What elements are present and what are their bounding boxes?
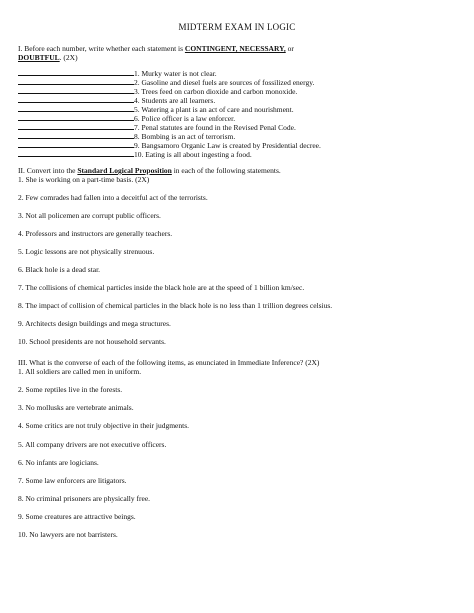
section3-item: 6. No infants are logicians. <box>18 458 99 467</box>
section2-item: 8. The impact of collision of chemical particles in the black hole is no less than 1 trillion degrees celsius. <box>18 301 333 310</box>
section3-item: 8. No criminal prisoners are physically free. <box>18 494 151 503</box>
section1-item: 9. Bangsamoro Organic Law is created by Presidential decree. <box>18 141 458 150</box>
section1-item: 7. Penal statutes are found in the Revised Penal Code. <box>18 123 458 132</box>
section2-emphasis: Standard Logical Proposition <box>77 166 172 175</box>
exam-title: MIDTERM EXAM IN LOGIC <box>178 22 296 32</box>
section3-item: 3. No mollusks are vertebrate animals. <box>18 403 134 412</box>
section3-item: 10. No lawyers are not barristers. <box>18 530 118 539</box>
section2-item: 1. She is working on a part-time basis. (2X) <box>18 175 150 184</box>
section1-item: 1. Murky water is not clear. <box>18 69 458 78</box>
answer-blank[interactable] <box>18 87 134 94</box>
answer-blank[interactable] <box>18 114 134 121</box>
answer-blank[interactable] <box>18 78 134 85</box>
section2-item: 4. Professors and instructors are generally teachers. <box>18 229 173 238</box>
section1-emphasis-1: CONTINGENT, NECESSARY, <box>184 44 286 53</box>
section1-instr-text-c: . (2X) <box>59 53 78 62</box>
section1-item: 6. Police officer is a law enforcer. <box>18 114 458 123</box>
section1-instruction-cont <box>18 53 458 62</box>
answer-blank[interactable] <box>18 105 134 112</box>
section3-item: 9. Some creatures are attractive beings. <box>18 512 136 521</box>
section1-item: 3. Trees feed on carbon dioxide and carbon monoxide. <box>18 87 458 96</box>
section2-item: 6. Black hole is a dead star. <box>18 265 101 274</box>
section1-item: 10. Eating is all about ingesting a food. <box>18 150 458 159</box>
section2-instruction: II. Convert into the Standard Logical Proposition in each of the following statements. <box>18 166 281 175</box>
answer-blank[interactable] <box>18 150 134 157</box>
answer-blank[interactable] <box>18 69 134 76</box>
section1-instr-text-a: I. Before each number, write whether each statement is <box>18 44 185 53</box>
section3-item: 4. Some critics are not truly objective in their judgments. <box>18 421 190 430</box>
answer-blank[interactable] <box>18 123 134 130</box>
answer-blank[interactable] <box>18 132 134 139</box>
section1-item: 4. Students are all learners. <box>18 96 458 105</box>
section2-item: 10. School presidents are not household servants. <box>18 337 166 346</box>
answer-blank[interactable] <box>18 96 134 103</box>
section2-item: 2. Few comrades had fallen into a deceitful act of the terrorists. <box>18 193 208 202</box>
section2-item: 7. The collisions of chemical particles inside the black hole are at the speed of 1 billion km/sec. <box>18 283 305 292</box>
section1-instruction <box>18 44 458 53</box>
section1-item: 2. Gasoline and diesel fuels are sources of fossilized energy. <box>18 78 458 87</box>
section3-item: 5. All company drivers are not executive officers. <box>18 440 167 449</box>
answer-blank[interactable] <box>18 141 134 148</box>
section2-item: 5. Logic lessons are not physically strenuous. <box>18 247 155 256</box>
section1-emphasis-2: DOUBTFUL <box>18 53 60 62</box>
section2-item: 9. Architects design buildings and mega structures. <box>18 319 171 328</box>
section3-item: 1. All soldiers are called men in uniform. <box>18 367 142 376</box>
section3-instruction: III. What is the converse of each of the following items, as enunciated in Immediate Inference? (2X) <box>18 358 320 367</box>
section1-item: 5. Watering a plant is an act of care and nourishment. <box>18 105 458 114</box>
section1-instr-text-b: or <box>285 44 294 53</box>
section1-item: 8. Bombing is an act of terrorism. <box>18 132 458 141</box>
section3-item: 7. Some law enforcers are litigators. <box>18 476 127 485</box>
section2-item: 3. Not all policemen are corrupt public officers. <box>18 211 161 220</box>
section3-item: 2. Some reptiles live in the forests. <box>18 385 123 394</box>
